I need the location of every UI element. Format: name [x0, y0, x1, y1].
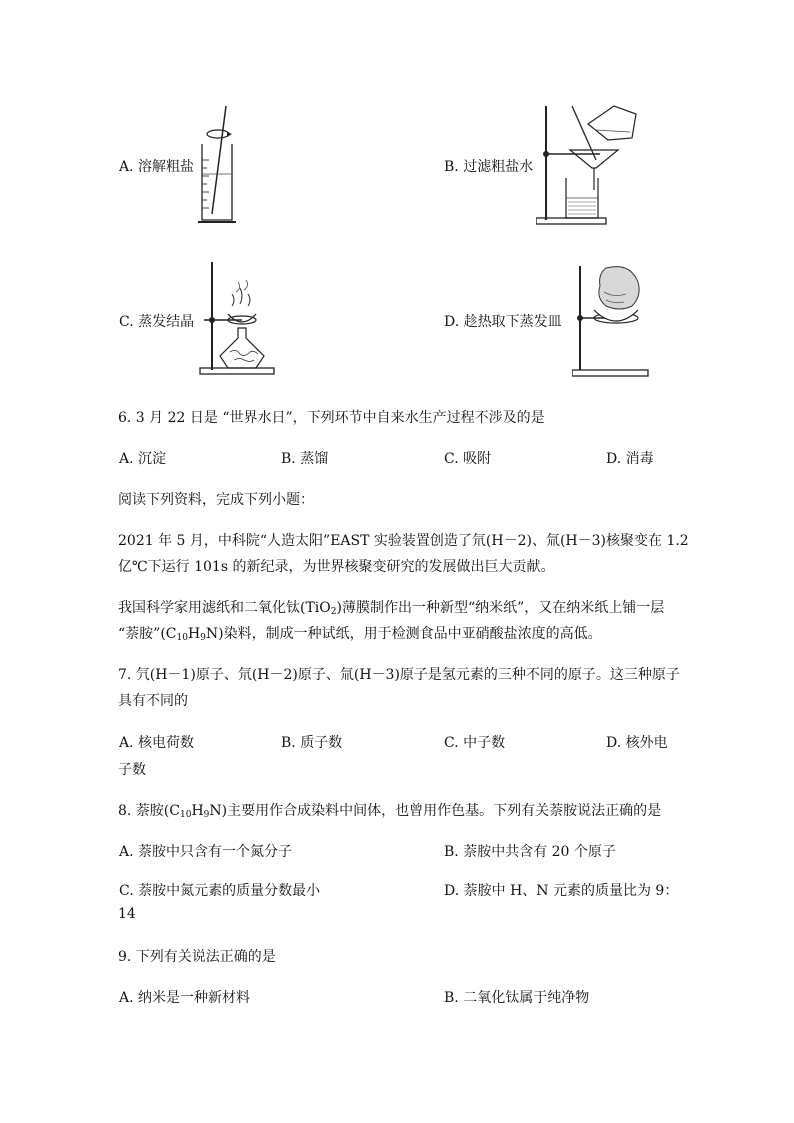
q6-option-b: B. 蒸馏	[281, 451, 329, 467]
q8-option-b: B. 萘胺中共含有 20 个原子	[444, 844, 616, 860]
q5-option-d: D. 趁热取下蒸发皿	[444, 314, 562, 330]
q7-option-d-cont: 子数	[118, 762, 146, 778]
q6-option-c: C. 吸附	[444, 451, 492, 467]
reading-p1-line2: 亿℃下运行 101s 的新纪录，为世界核聚变研究的发展做出巨大贡献。	[118, 559, 555, 575]
q8-option-d-cont: 14	[118, 906, 136, 922]
q6-option-d: D. 消毒	[606, 451, 654, 467]
q6-option-a: A. 沉淀	[119, 451, 167, 467]
reading-p1-line1: 2021 年 5 月，中科院“人造太阳”EAST 实验装置创造了氘(H－2)、氚(H－3)核聚变在 1.2	[118, 533, 689, 549]
q7-stem-line1: 7. 氕(H－1)原子、氘(H－2)原子、氚(H－3)原子是氢元素的三种不同的原子。这三种原子	[118, 667, 680, 683]
q8-stem: 8. 萘胺$(C_{10}H_9N)$主要用作合成染料中间体，也曾用作色基。下列有关萘胺说法正确的是	[118, 803, 662, 820]
reading-p2-line1: 我国科学家用滤纸和二氧化钛(TiO$_2$)薄膜制作出一种新型“纳米纸”，又在纳米纸上铺一层	[118, 600, 665, 617]
q9-option-a: A. 纳米是一种新材料	[119, 990, 251, 1006]
q8-option-c: C. 萘胺中氮元素的质量分数最小	[119, 883, 321, 899]
q7-option-d: D. 核外电	[606, 735, 668, 751]
reading-intro: 阅读下列资料，完成下列小题：	[118, 492, 314, 508]
dissolving-salt-figure	[196, 104, 244, 228]
evaporation-figure	[198, 260, 278, 378]
q8-option-d: D. 萘胺中 H、N 元素的质量比为 9：	[444, 883, 679, 899]
filtering-figure	[536, 102, 646, 228]
q6-stem: 6. 3 月 22 日是 “世界水日”，下列环节中自来水生产过程不涉及的是	[118, 410, 545, 426]
reading-p2-line2: “萘胺$”(C_{10}H_9N)$染料，制成一种试纸，用于检测食品中亚硝酸盐浓度的高低。	[118, 626, 602, 643]
q8-option-a: A. 萘胺中只含有一个氮分子	[119, 844, 293, 860]
q5-option-b: B. 过滤粗盐水	[444, 159, 534, 175]
q5-option-a: A. 溶解粗盐	[119, 159, 195, 175]
q7-option-c: C. 中子数	[444, 735, 506, 751]
q7-option-a: A. 核电荷数	[119, 735, 195, 751]
q9-option-b: B. 二氧化钛属于纯净物	[444, 990, 590, 1006]
q9-stem: 9. 下列有关说法正确的是	[118, 949, 276, 965]
hot-dish-removal-figure	[572, 262, 654, 378]
q5-option-c: C. 蒸发结晶	[119, 314, 195, 330]
q7-stem-line2: 具有不同的	[118, 693, 188, 709]
q7-option-b: B. 质子数	[281, 735, 343, 751]
